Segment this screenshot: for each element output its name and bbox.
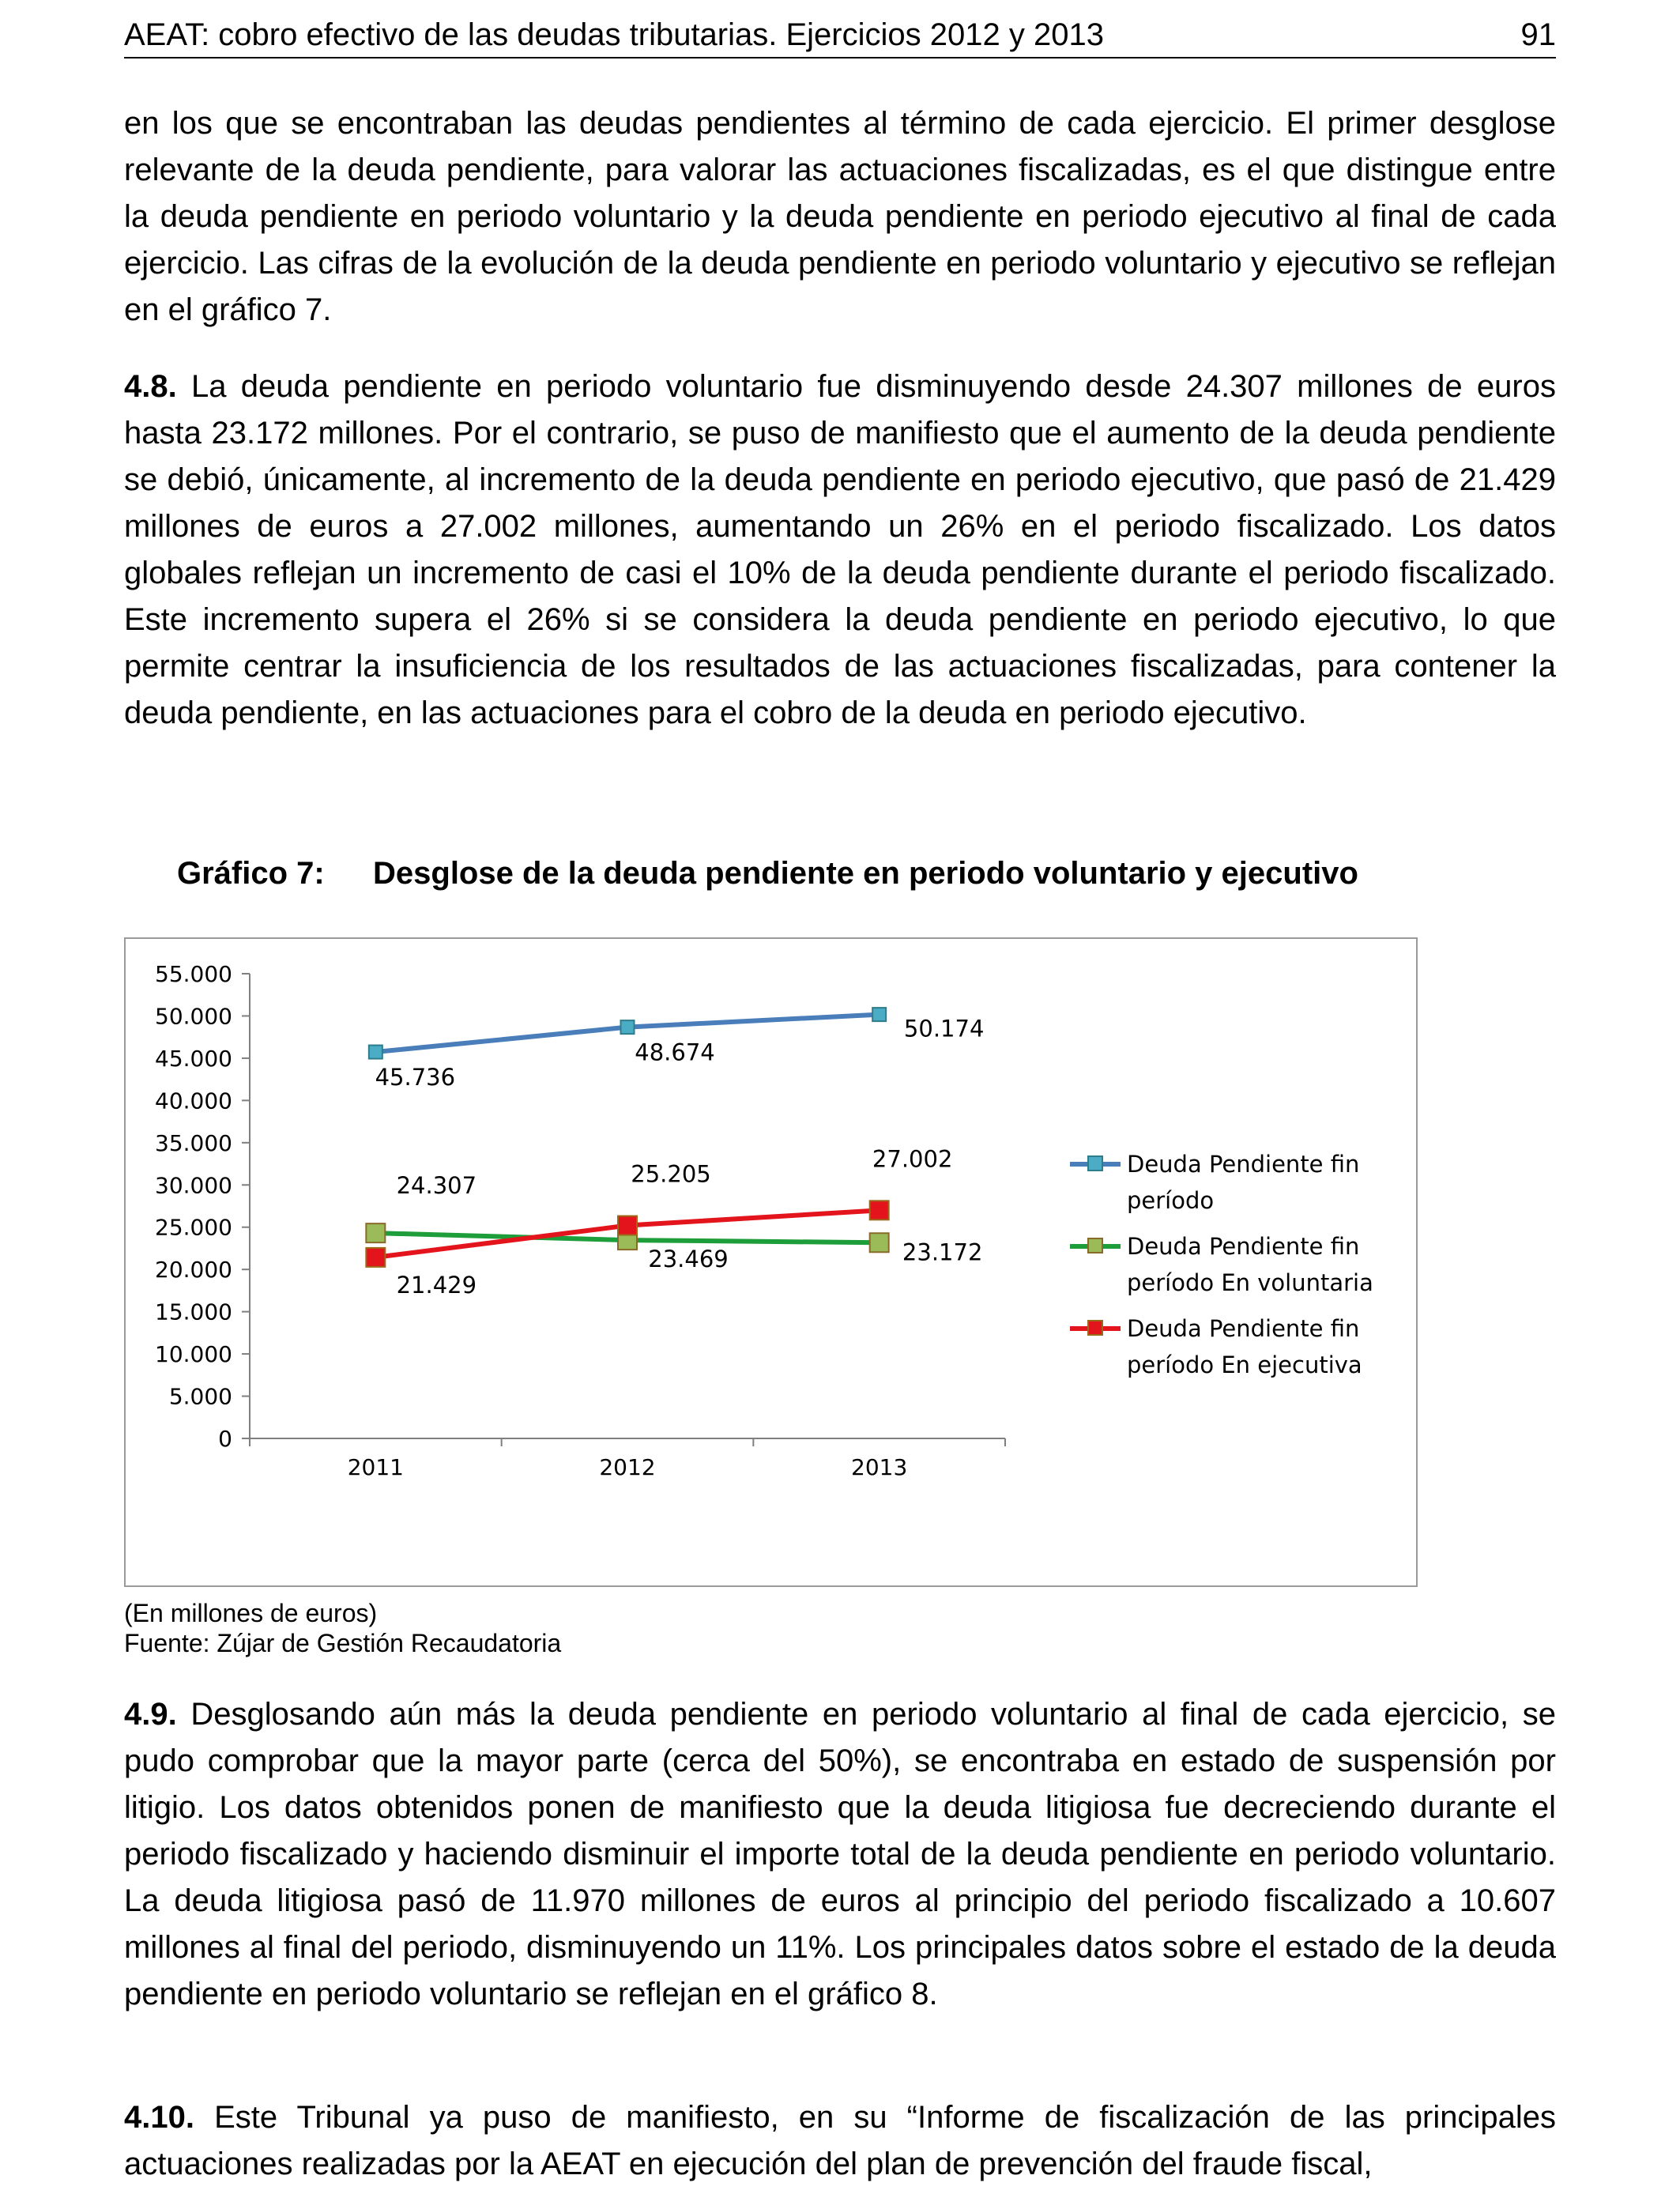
data-point [618,1216,637,1235]
chart-frame [124,937,1418,1587]
figure-caption: Desglose de la deuda pendiente en periodo voluntario y ejecutivo [373,856,1358,891]
data-label: 21.429 [396,1271,477,1299]
y-tick-label: 40.000 [155,1088,232,1114]
paragraph-number: 4.8. [124,369,177,404]
y-tick-label: 10.000 [155,1341,232,1368]
data-point [621,1020,635,1034]
data-label: 23.172 [902,1238,983,1266]
legend-label: período En ejecutiva [1127,1351,1362,1378]
y-tick-label: 20.000 [155,1257,232,1284]
data-label: 27.002 [872,1145,953,1173]
legend-label: período [1127,1187,1215,1214]
unit-note: (En millones de euros) [124,1599,378,1627]
paragraph-text: Este Tribunal ya puso de manifiesto, en su “Informe de fiscalización de las principales actuaciones realizadas por la AEAT en ejecución del plan de prevención del fraude fiscal, [124,2100,1556,2181]
y-tick-label: 25.000 [155,1214,232,1241]
data-point [870,1201,889,1220]
figure-label: Gráfico 7: [177,856,325,891]
y-tick-label: 35.000 [155,1129,232,1156]
paragraph-4-8 [124,364,1556,737]
paragraph-number: 4.9. [124,1697,177,1732]
legend-label: período En voluntaria [1127,1269,1373,1296]
paragraph-text: en los que se encontraban las deudas pendientes al término de cada ejercicio. El primer desglose relevante de la deuda pendiente, para valorar las actuaciones fiscalizadas, es el que distingue entre la deuda pendiente en periodo voluntario y la deuda pendiente en periodo ejecutivo al final de cada ejercicio. Las cifras de la evolución de la deuda pendiente en periodo voluntario y ejecutivo se reflejan en el gráfico 7. [124,106,1556,327]
legend-marker [1088,1238,1102,1253]
x-tick-label: 2012 [599,1454,656,1480]
data-point [870,1233,889,1252]
y-tick-label: 15.000 [155,1299,232,1325]
paragraph-4-10 [124,2094,1556,2188]
legend-label: Deuda Pendiente fin [1127,1151,1360,1178]
x-tick-label: 2011 [347,1454,404,1480]
y-tick-label: 55.000 [155,961,232,987]
header-title: AEAT: cobro efectivo de las deudas tributarias. Ejercicios 2012 y 2013 [124,17,1104,52]
data-point [872,1008,886,1021]
data-label: 25.205 [631,1160,711,1188]
y-tick-label: 30.000 [155,1172,232,1199]
data-point [369,1046,382,1059]
y-tick-label: 5.000 [168,1383,232,1410]
data-label: 45.736 [375,1064,456,1091]
y-tick-label: 0 [218,1426,232,1452]
data-label: 50.174 [903,1015,985,1042]
y-tick-label: 45.000 [155,1045,232,1072]
legend-label: Deuda Pendiente fin [1127,1233,1360,1260]
paragraph-intro [124,100,1556,334]
paragraph-number: 4.10. [124,2100,194,2135]
paragraph-text: Desglosando aún más la deuda pendiente en periodo voluntario al final de cada ejercicio, se pudo comprobar que la mayor parte (cerca del 50%), se encontraba en estado de suspensión por litigio. Los datos obtenidos ponen de manifiesto que la deuda litigiosa fue decreciendo durante el periodo fiscalizado y haciendo disminuir el importe total de la deuda pendiente en periodo voluntario. La deuda litigiosa pasó de 11.970 millones de euros al principio del periodo fiscalizado a 10.607 millones al final del periodo, disminuyendo un 11%. Los principales datos sobre el estado de la deuda pendiente en periodo voluntario se reflejan en el gráfico 8. [124,1697,1556,2011]
data-label: 48.674 [635,1039,715,1066]
paragraph-text: La deuda pendiente en periodo voluntario fue disminuyendo desde 24.307 millones de euros hasta 23.172 millones. Por el contrario, se puso de manifiesto que el aumento de la deuda pendiente se debió, únicamente, al incremento de la deuda pendiente en periodo ejecutivo, que pasó de 21.429 millones de euros a 27.002 millones, aumentando un 26% en el periodo fiscalizado. Los datos globales reflejan un incremento de casi el 10% de la deuda pendiente durante el periodo fiscalizado. Este incremento supera el 26% si se considera la deuda pendiente en periodo ejecutivo, lo que permite centrar la insuficiencia de los resultados de las actuaciones fiscalizadas, para contener la deuda pendiente, en las actuaciones para el cobro de la deuda en periodo ejecutivo. [124,369,1556,730]
data-point [366,1223,385,1242]
data-point [366,1248,385,1267]
data-label: 24.307 [396,1172,477,1200]
paragraph-4-9 [124,1691,1556,2018]
page-number: 91 [1520,17,1556,52]
page-header [124,16,1556,58]
figure-title [177,854,1358,893]
x-tick-label: 2013 [851,1454,908,1480]
y-tick-label: 50.000 [155,1003,232,1030]
data-label: 23.469 [648,1246,729,1273]
line-chart [126,939,1419,1589]
legend-marker [1088,1321,1102,1335]
legend-label: Deuda Pendiente fin [1127,1315,1360,1342]
legend-marker [1088,1156,1102,1171]
source-note: Fuente: Zújar de Gestión Recaudatoria [124,1629,562,1657]
